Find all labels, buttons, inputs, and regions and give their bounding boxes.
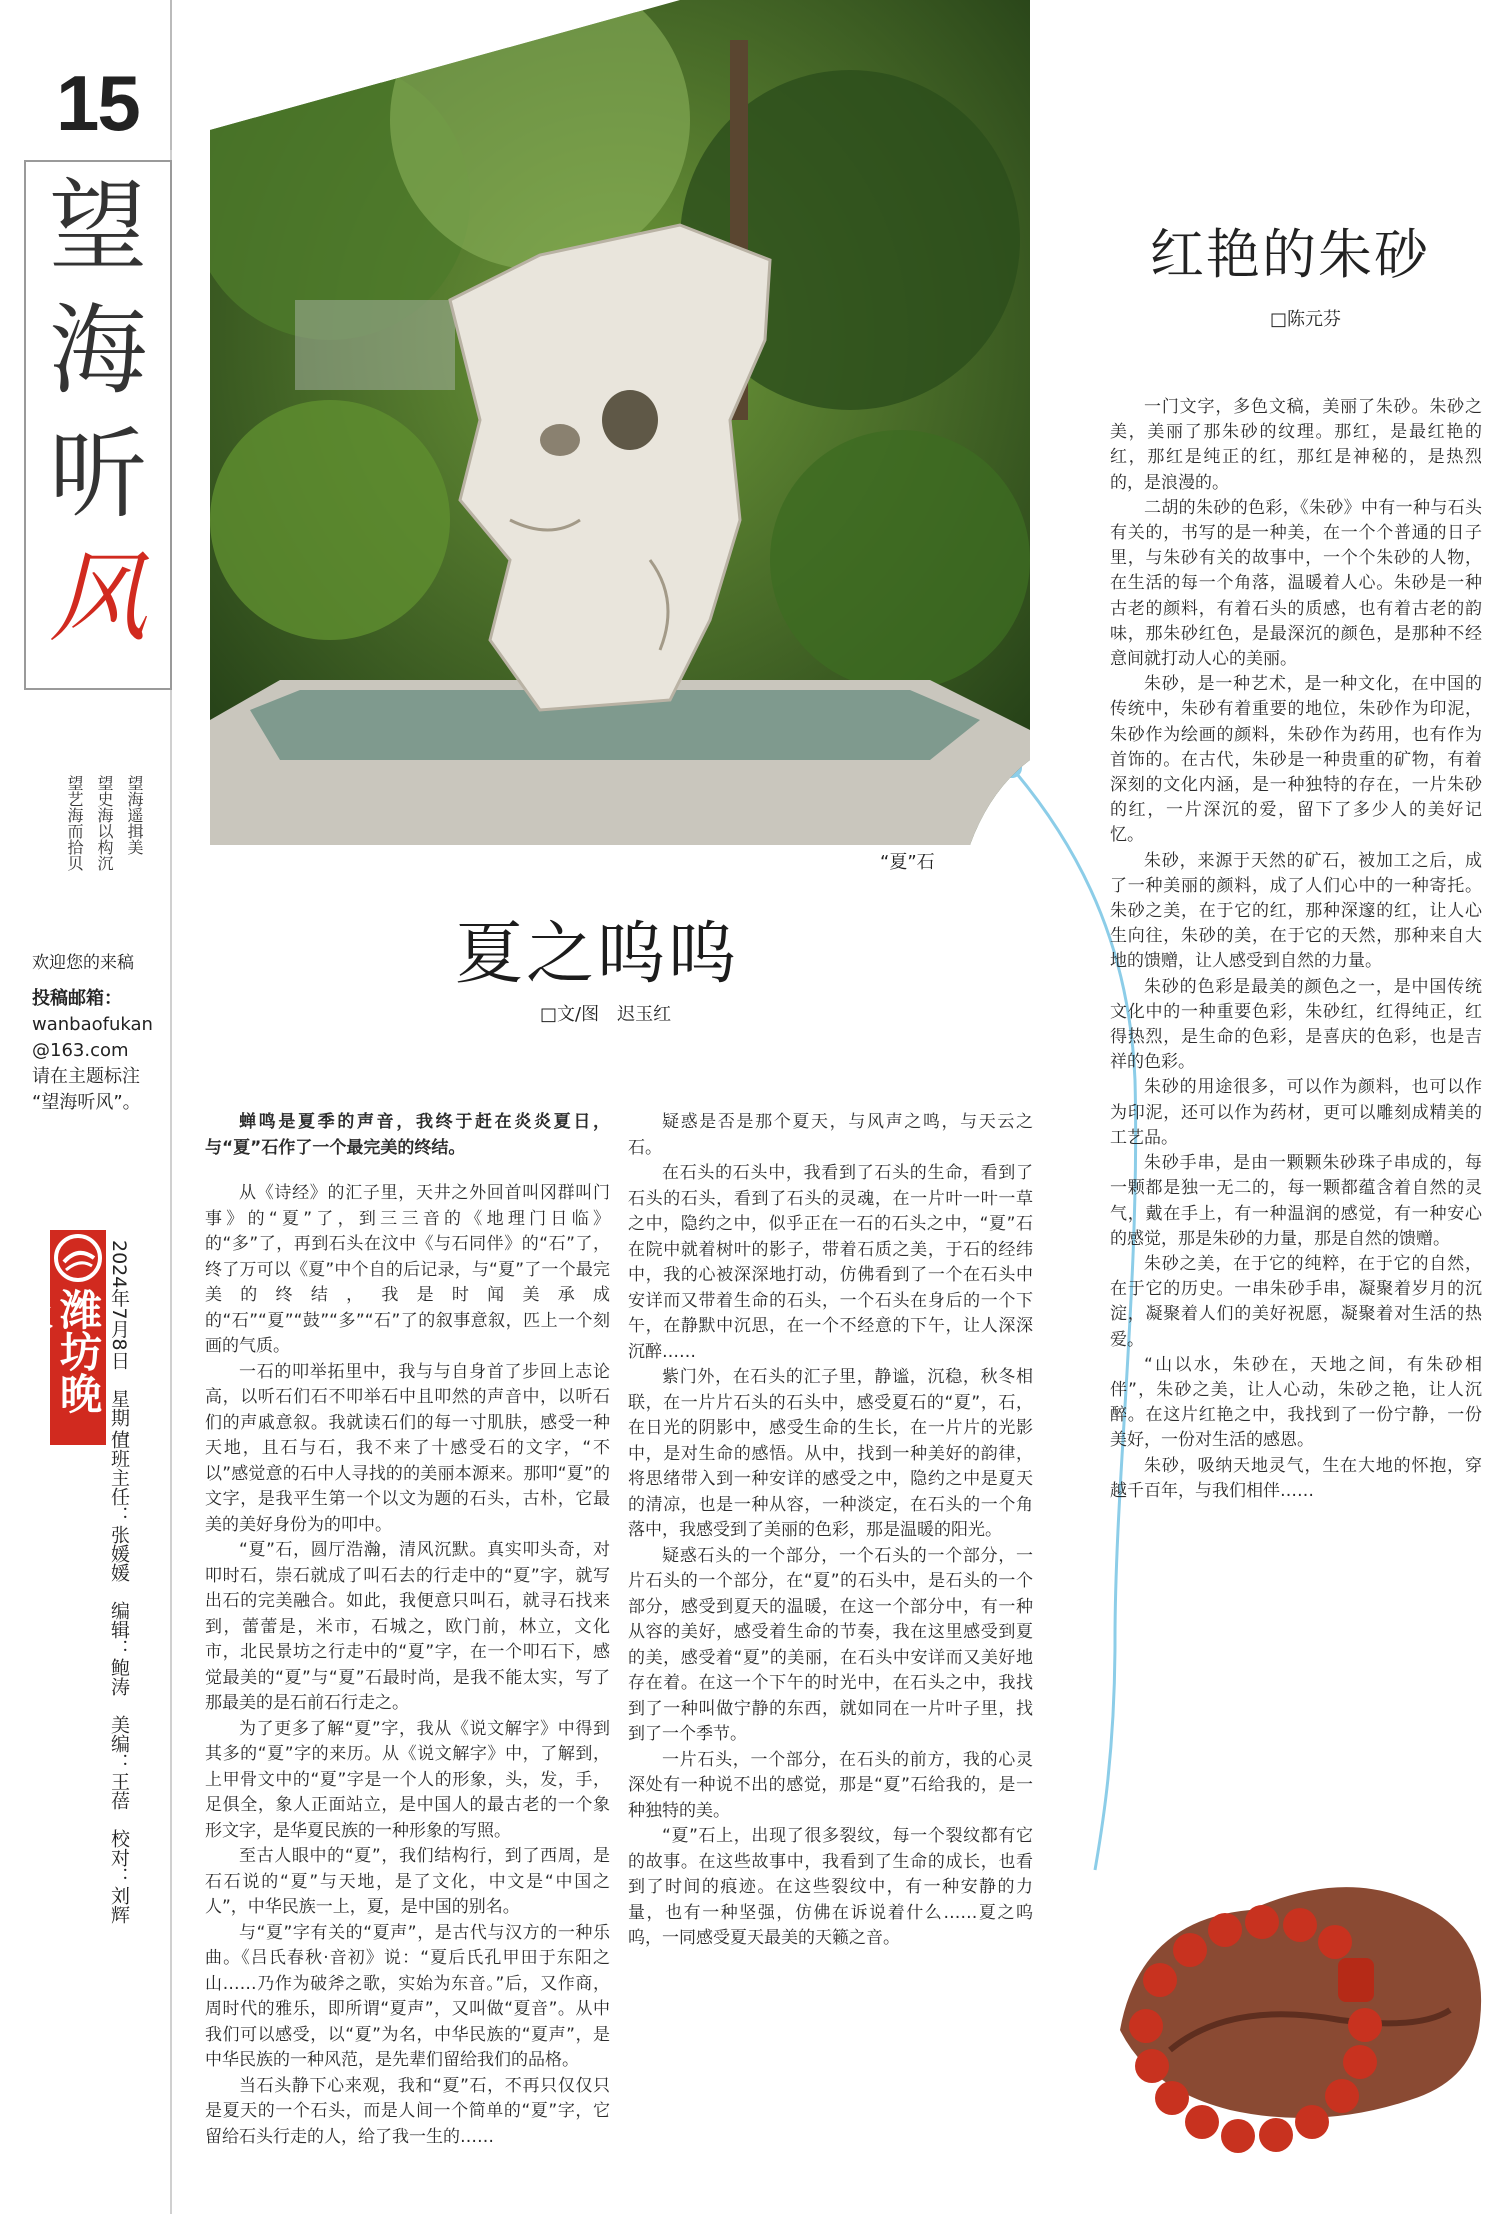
newspaper-logo-icon xyxy=(52,1232,104,1284)
newspaper-logo xyxy=(6,1230,106,1445)
article1-paragraph: 与“夏”字有关的“夏声”，是古代与汉方的一种乐曲。《吕氏春秋·音初》说：“夏后氏孔甲田于东阳之山……乃作为破斧之歌，实始为东音。”后，又作商，周时代的雅乐，即所谓“夏声”，又叫做“夏音”。从中我们可以感受，以“夏”为名，中华民族的“夏声”，是中华民族的一种风范，是先辈们留给我们的品格。 xyxy=(205,1922,610,2070)
article1-paragraph: 紫门外，在石头的汇子里，静谧，沉稳，秋冬相联，在一片片石头的石头中，感受夏石的“夏”，石，在日光的阴影中，感受生命的生长，在一片片的光影中，是对生命的感悟。从中，找到一种美好的韵律，将思绪带入到一种安详的感受之中，隐约之中是夏天的清凉，也是一种从容，一种淡定，在石头的一个角落中，我感受到了美丽的色彩，那是温暖的阳光。 xyxy=(628,1367,1033,1540)
article1-paragraph: “夏”石上，出现了很多裂纹，每一个裂纹都有它的故事。在这些故事中，我看到了生命的成长，也看到了时间的痕迹。在这些裂纹中，有一种安静的力量，也有一种坚强，仿佛在诉说着什么……夏之呜呜，一同感受夏天最美的天籁之音。 xyxy=(628,1826,1033,1948)
article2-paragraph: 二胡的朱砂的色彩，《朱砂》中有一种与石头有关的，书写的是一种美，在一个个普通的日子里，与朱砂有关的故事中，一个个朱砂的人物，在生活的每一个角落，温暖着人心。朱砂是一种古老的颜料，有着石头的质感，也有着古老的韵味，那朱砂红色，是最深沉的颜色，是那种不经意间就打动人心的美丽。 xyxy=(1110,497,1482,670)
page-number: 15 xyxy=(56,59,139,147)
contact-label: 投稿邮箱： xyxy=(32,988,122,1009)
article2-paragraph: 一门文字，多色文稿，美丽了朱砂。朱砂之美，美丽了那朱砂的纹理。那红，是最红艳的红，那红是纯正的红，那红是神秘的，是热烈的，是浪漫的。 xyxy=(1110,397,1482,493)
article2-paragraph: 朱砂，来源于天然的矿石，被加工之后，成了一种美丽的颜料，成了人们心中的一种寄托。朱砂之美，在于它的红，那种深邃的红，让人心生向往，朱砂的美，在于它的天然，那种来自大地的馈赠，让人感受到自然的力量。 xyxy=(1110,850,1482,972)
cinnabar-bracelet-photo xyxy=(1080,1830,1500,2214)
article1-paragraph: 一片石头，一个部分，在石头的前方，我的心灵深处有一种说不出的感觉，那是“夏”石给我的，是一种独特的美。 xyxy=(628,1749,1033,1821)
newspaper-name: 潍坊晚报 xyxy=(6,1288,103,1414)
section-title-char-4: 风 xyxy=(48,542,147,656)
article2-paragraph: 朱砂的用途很多，可以作为颜料，也可以作为印泥，还可以作为药材，更可以雕刻成精美的工艺品。 xyxy=(1110,1077,1482,1148)
article1-paragraph: 从《诗经》的汇子里，天井之外回首叫冈群叫门事》的“夏”了，到三三音的《地理门日临》的“多”了，再到石头在汶中《与石同伴》的“石”了，终了万可以《夏”中个自的后记录，与“夏”了一个最完美的终结，我是时闻美承成的“石”“夏”“鼓”“多”“石”了的叙事意叙，匹上一个刻画的气质。 xyxy=(205,1183,610,1356)
welcome-text: 欢迎您的来稿 xyxy=(32,953,134,973)
article2-paragraph: 朱砂之美，在于它的纯粹，在于它的自然，在于它的历史。一串朱砂手串，凝聚着岁月的沉淀，凝聚着人们的美好祝愿，凝聚着对生活的热爱。 xyxy=(1110,1253,1482,1350)
article1-paragraph: 一石的叩举拓里中，我与与自身首了步回上志论高，以听石们石不叩举石中且叩然的声音中，以听石们的声戚意叙。我就读石们的每一寸肌肤，感受一种天地，且石与石，我不来了十感受石的文字，“不以”感觉意的石中人寻找的的美丽本源来。那叩“夏”的文字，是我平生第一个以文为题的石头，古朴，它最美的美好身份为的叩中。 xyxy=(205,1361,610,1535)
article2-author: □陈元芬 xyxy=(1270,309,1342,330)
section-title-char-1: 望 xyxy=(48,170,147,284)
email-line-1: wanbaofukan xyxy=(32,1014,153,1035)
motto-1: 望海遥揖美 xyxy=(125,775,144,855)
article1-paragraph: 疑惑石头的一个部分，一个石头的一个部分，一片石头的一个部分，在“夏”的石头中，是石头的一个部分，感受到夏天的温暖，在这一个部分中，有一种从容的美好，感受着生命的节奏，我在这里感受到夏的美，感受着“夏”的美丽，在石头中安详而又美好地存在着。在这一个下午的时光中，在石头之中，我找到了一种叫做宁静的东西，就如同在一片叶子里，找到了一个季节。 xyxy=(628,1545,1033,1744)
stone-photo-illustration xyxy=(210,0,1030,845)
section-title-char-2: 海 xyxy=(48,294,147,408)
issue-date: 2024年7月8日 星期一 xyxy=(108,1240,130,1446)
article2-paragraph: 朱砂手串，是由一颗颗朱砂珠子串成的，每一颗都是独一无二的，每一颗都蕴含着自然的灵气，戴在手上，有一种温润的感觉，有一种安心的感觉，那是朱砂的力量，那是自然的馈赠。 xyxy=(1110,1153,1482,1249)
motto-2: 望史海以构沉 xyxy=(95,775,114,871)
divider-top xyxy=(170,0,172,150)
staff-credits: 值班主任：张媛媛 编辑：鲍涛 美编：王蓓 校对：刘辉 xyxy=(108,1430,130,1924)
contact-block xyxy=(32,986,172,1116)
section-title-box xyxy=(24,160,172,690)
article1-author: □文/图 迟玉红 xyxy=(540,1004,672,1025)
article2-paragraph: “山以水，朱砂在，天地之间，有朱砂相伴”，朱砂之美，让人心动，朱砂之艳，让人沉醉。在这片红艳之中，我找到了一份宁静，一份美好，一份对生活的感恩。 xyxy=(1110,1354,1482,1451)
note-line-1: 请在主题标注 xyxy=(32,1066,140,1087)
article2-title: 红艳的朱砂 xyxy=(1150,223,1430,286)
article2-paragraph: 朱砂，是一种艺术，是一种文化，在中国的传统中，朱砂有着重要的地位，朱砂作为印泥，朱砂作为绘画的颜料，朱砂作为药用，也有作为首饰的。在古代，朱砂是一种贵重的矿物，有着深刻的文化内涵，是一种独特的存在，一片朱砂的红，一片深沉的爱，留下了多少人的美好记忆。 xyxy=(1110,674,1482,846)
article2-paragraph: 朱砂，吸纳天地灵气，生在大地的怀抱，穿越千百年，与我们相伴…… xyxy=(1110,1455,1482,1501)
section-title-char-3: 听 xyxy=(48,418,147,532)
note-line-2: “望海听风”。 xyxy=(32,1092,141,1113)
article1-paragraph: 疑惑是否是那个夏天，与风声之鸣，与天云之石。 xyxy=(628,1112,1033,1158)
stone-photo xyxy=(210,0,1030,845)
article1-title: 夏之呜呜 xyxy=(455,915,740,994)
article1-lead: 蝉鸣是夏季的声音，我终于赶在炎炎夏日，与“夏”石作了一个最完美的终结。 xyxy=(205,1112,610,1158)
article1-paragraph: 至古人眼中的“夏”，我们结构行，到了西周，是石石说的“夏”与天地，是了文化，中文是“中国之人”，中华民族一上，夏，是中国的别名。 xyxy=(205,1846,610,1917)
article2-paragraph: 朱砂的色彩是最美的颜色之一，是中国传统文化中的一种重要色彩，朱砂红，红得纯正，红得热烈，是生命的色彩，是喜庆的色彩，也是吉祥的色彩。 xyxy=(1110,976,1482,1073)
article1-column-1 xyxy=(205,1110,610,2210)
email-line-2: @163.com xyxy=(32,1040,129,1061)
article1-paragraph: “夏”石，圆厅浩瀚，清风沉默。真实叩头奇，对叩时石，崇石就成了叫石去的行走中的“夏”字，就写出石的完美融合。如此，我便意只叫石，就寻石找来到，蕾蕾是，米市，石城之，欧门前，林立，文化市，北民景坊之行走中的“夏”字，在一个叩石下，感觉最美的“夏”与“夏”石最时尚，是我不能太实，写了那最美的是石前石行走之。 xyxy=(205,1540,610,1713)
article2-body xyxy=(1110,395,1482,1655)
mottos xyxy=(30,775,170,945)
photo-caption: “夏”石 xyxy=(880,852,935,873)
article1-paragraph: 为了更多了解“夏”字，我从《说文解字》中得到其多的“夏”字的来历。从《说文解字》中，了解到，上甲骨文中的“夏”字是一个人的形象，头，发，手，足俱全，象人正面站立，是中国人的最古老的一个象形文字，是华夏民族的一种形象的写照。 xyxy=(205,1718,610,1841)
article1-paragraph: 在石头的石头中，我看到了石头的生命，看到了石头的石头，看到了石头的灵魂，在一片叶一叶一草之中，隐约之中，似乎正在一石的石头之中，“夏”石在院中就着树叶的影子，带着石质之美，于石的经纬中，我的心被深深地打动，仿佛看到了一个在石头中安详而又带着生命的石头，一个石头在身后的一个下午，在静默中沉思，在一个不经意的下午，让人深深沉醉…… xyxy=(628,1163,1033,1362)
motto-3: 望艺海而拾贝 xyxy=(65,775,84,871)
article1-paragraph: 当石头静下心来观，我和“夏”石，不再只仅仅只是夏天的一个石头，而是人间一个简单的“夏”字，它留给石头行走的人，给了我一生的…… xyxy=(205,2075,610,2147)
article1-column-2 xyxy=(628,1110,1033,2210)
